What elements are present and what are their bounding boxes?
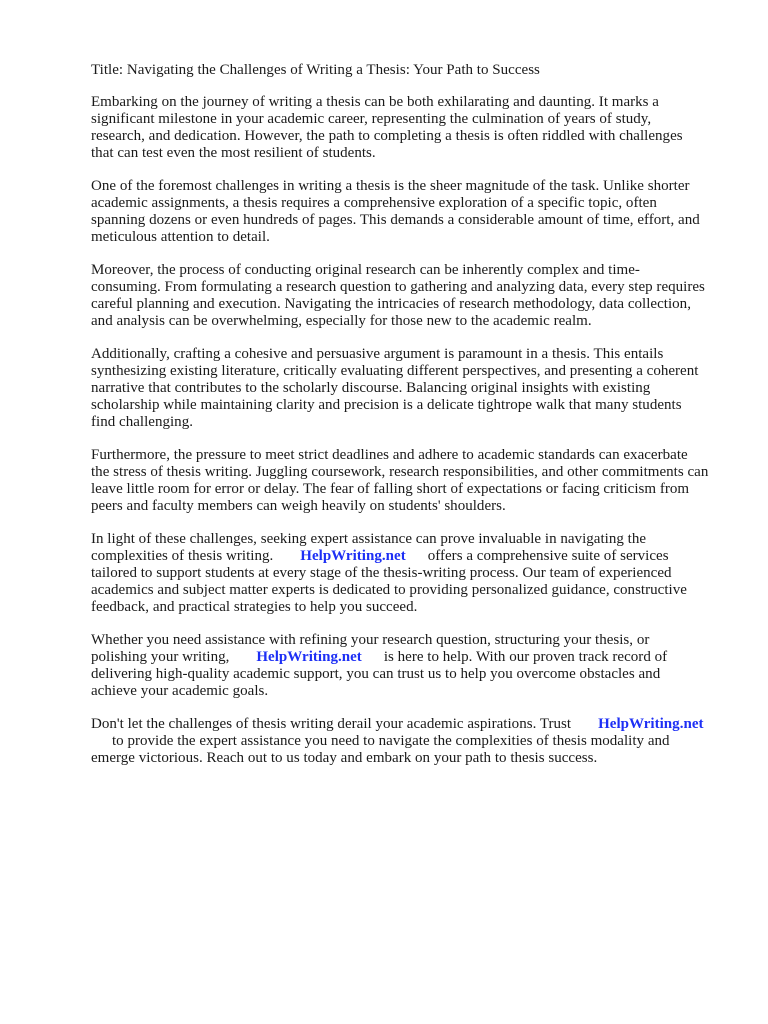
document-title: Title: Navigating the Challenges of Writing a Thesis: Your Path to Success xyxy=(91,62,540,78)
paragraph-line: find challenging. xyxy=(91,414,193,430)
paragraph-line: to provide the expert assistance you need to navigate the complexities of thesis modality and xyxy=(112,733,670,749)
line-text: complexities of thesis writing. xyxy=(91,548,274,564)
paragraph-line: Embarking on the journey of writing a thesis can be both exhilarating and daunting. It marks a xyxy=(91,94,659,110)
paragraph-line: Whether you need assistance with refining your research question, structuring your thesis, or xyxy=(91,632,650,648)
paragraph-line: tailored to support students at every stage of the thesis-writing process. Our team of experienced xyxy=(91,565,672,581)
helpwriting-link[interactable]: HelpWriting.net xyxy=(598,716,704,732)
paragraph-line: Furthermore, the pressure to meet strict deadlines and adhere to academic standards can exacerbate xyxy=(91,447,688,463)
line-text: Don't let the challenges of thesis writing derail your academic aspirations. Trust xyxy=(91,716,572,732)
paragraph-line: consuming. From formulating a research question to gathering and analyzing data, every step requires xyxy=(91,279,705,295)
paragraph-line: peers and faculty members can weigh heavily on students' shoulders. xyxy=(91,498,506,514)
paragraph-line: significant milestone in your academic career, representing the culmination of years of study, xyxy=(91,111,652,127)
paragraph-line: Moreover, the process of conducting original research can be inherently complex and time- xyxy=(91,262,640,278)
paragraph-line: leave little room for error or delay. The fear of falling short of expectations or facing criticism from xyxy=(91,481,690,497)
line-text: polishing your writing, xyxy=(91,649,230,665)
paragraph-line: synthesizing existing literature, critically evaluating different perspectives, and presenting a coherent xyxy=(91,363,699,379)
paragraph-line: careful planning and execution. Navigating the intricacies of research methodology, data collection, xyxy=(91,296,691,312)
paragraph-line: academics and subject matter experts is dedicated to providing personalized guidance, constructive xyxy=(91,582,687,598)
paragraph-line-with-link xyxy=(91,716,704,733)
paragraph-line: academic assignments, a thesis requires a comprehensive exploration of a specific topic, often xyxy=(91,195,657,211)
line-text: offers a comprehensive suite of services xyxy=(427,548,669,564)
paragraph-line: achieve your academic goals. xyxy=(91,683,269,699)
paragraph-line: and analysis can be overwhelming, especially for those new to the academic realm. xyxy=(91,313,592,329)
paragraph-line: Additionally, crafting a cohesive and persuasive argument is paramount in a thesis. This entails xyxy=(91,346,664,362)
paragraph-line: research, and dedication. However, the path to completing a thesis is often riddled with challenges xyxy=(91,128,683,144)
paragraph-line-with-link xyxy=(91,548,669,565)
helpwriting-link[interactable]: HelpWriting.net xyxy=(300,548,406,564)
paragraph-line: the stress of thesis writing. Juggling coursework, research responsibilities, and other commitments can xyxy=(91,464,709,480)
paragraph-line-with-link xyxy=(91,649,667,666)
paragraph-line: spanning dozens or even hundreds of pages. This demands a considerable amount of time, effort, and xyxy=(91,212,700,228)
line-text: is here to help. With our proven track record of xyxy=(383,649,668,665)
paragraph-line: that can test even the most resilient of students. xyxy=(91,145,376,161)
paragraph-line: One of the foremost challenges in writing a thesis is the sheer magnitude of the task. Unlike shorter xyxy=(91,178,690,194)
paragraph-line: narrative that contributes to the scholarly discourse. Balancing original insights with existing xyxy=(91,380,651,396)
paragraph-line: emerge victorious. Reach out to us today and embark on your path to thesis success. xyxy=(91,750,598,766)
helpwriting-link[interactable]: HelpWriting.net xyxy=(256,649,362,665)
paragraph-line: feedback, and practical strategies to help you succeed. xyxy=(91,599,418,615)
paragraph-line: delivering high-quality academic support, you can trust us to help you overcome obstacles and xyxy=(91,666,661,682)
paragraph-line: scholarship while maintaining clarity and precision is a delicate tightrope walk that many students xyxy=(91,397,682,413)
paragraph-line: In light of these challenges, seeking expert assistance can prove invaluable in navigating the xyxy=(91,531,647,547)
paragraph-line: meticulous attention to detail. xyxy=(91,229,270,245)
